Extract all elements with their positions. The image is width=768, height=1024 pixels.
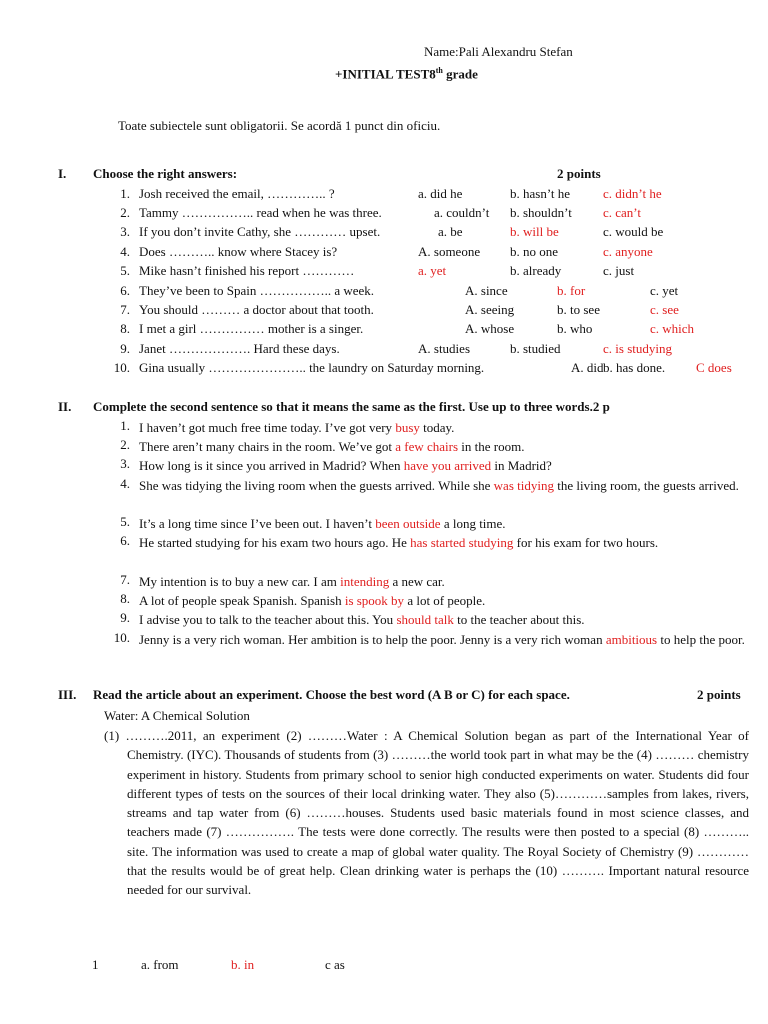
section3-points: 2 points xyxy=(697,687,741,702)
option-c: c. just xyxy=(603,263,635,278)
sentence-prefix: I haven’t got much free time today. I’ve got very xyxy=(139,420,396,435)
item-number: 10. xyxy=(113,360,130,375)
option-c: C does xyxy=(696,360,732,375)
question-text: Janet ………………. Hard these days. xyxy=(139,341,340,356)
item-number: 6. xyxy=(120,533,130,548)
sentence-text xyxy=(139,437,752,456)
option-a: A. did xyxy=(571,360,604,375)
sentence-suffix: to help the poor. xyxy=(657,632,745,647)
filled-answer: should talk xyxy=(396,612,454,627)
item-number: 3. xyxy=(120,456,130,471)
item-number: 3. xyxy=(120,224,130,239)
sentence-prefix: Jenny is a very rich woman. Her ambition is to help the poor. Jenny is a very rich woman xyxy=(139,632,606,647)
answer-row-option-b: b. in xyxy=(231,957,255,972)
sentence-suffix: a new car. xyxy=(389,574,445,589)
item-number: 9. xyxy=(120,610,130,625)
sentence-text xyxy=(139,456,752,475)
sentence-prefix: A lot of people speak Spanish. Spanish xyxy=(139,593,345,608)
sentence-text xyxy=(139,418,752,437)
item-number: 5. xyxy=(120,514,130,529)
sentence-suffix: in Madrid? xyxy=(491,458,552,473)
test-title-grade: grade xyxy=(442,66,478,82)
section2-title: Complete the second sentence so that it means the same as the first. Use up to three words.2 p xyxy=(93,399,610,414)
option-a: a. did he xyxy=(418,186,463,201)
item-number: 8. xyxy=(120,591,130,606)
option-c: c. anyone xyxy=(603,244,653,259)
option-a: A. someone xyxy=(418,244,481,259)
option-c: c. see xyxy=(650,302,679,317)
sentence-suffix: for his exam for two hours. xyxy=(513,535,659,550)
item-number: 1. xyxy=(120,418,130,433)
filled-answer: a few chairs xyxy=(395,439,459,454)
option-b: b. no one xyxy=(510,244,559,259)
question-text: I met a girl …………… mother is a singer. xyxy=(139,321,364,336)
item-number: 7. xyxy=(120,572,130,587)
sentence-text xyxy=(139,610,752,629)
option-a: A. seeing xyxy=(465,302,515,317)
sentence-text xyxy=(139,572,752,591)
student-name: Name:Pali Alexandru Stefan xyxy=(424,44,573,59)
question-text: They’ve been to Spain …………….. a week. xyxy=(139,283,375,298)
question-text: Gina usually ………………….. the laundry on Saturday morning. xyxy=(139,360,485,375)
test-title-sup: th xyxy=(435,66,443,75)
item-number: 4. xyxy=(120,244,130,259)
sentence-text xyxy=(139,514,752,533)
sentence-text xyxy=(139,591,752,610)
question-text: Mike hasn’t finished his report ………… xyxy=(139,263,355,278)
sentence-text xyxy=(139,476,752,495)
filled-answer: is spook by xyxy=(344,593,405,608)
question-text: Tammy …………….. read when he was three. xyxy=(139,205,382,220)
item-number: 7. xyxy=(120,302,130,317)
sentence-suffix: today. xyxy=(419,420,455,435)
section1-number: I. xyxy=(58,166,67,181)
option-a: a. be xyxy=(438,224,463,239)
sentence-prefix: How long is it since you arrived in Madrid? When xyxy=(139,458,404,473)
option-a: a. yet xyxy=(418,263,447,278)
item-number: 10. xyxy=(113,630,130,645)
option-a: a. couldn’t xyxy=(434,205,490,220)
item-number: 6. xyxy=(120,283,130,298)
filled-answer: has started studying xyxy=(410,535,514,550)
intro-text: Toate subiectele sunt obligatorii. Se acordă 1 punct din oficiu. xyxy=(118,118,441,133)
option-c: c. can’t xyxy=(603,205,642,220)
answer-row-option-c: c as xyxy=(325,957,345,972)
sentence-suffix: the living room, the guests arrived. xyxy=(553,478,739,493)
item-number: 2. xyxy=(120,437,130,452)
sentence-text xyxy=(139,630,752,649)
option-b: b. for xyxy=(557,283,586,298)
answer-row-option-a: a. from xyxy=(141,957,179,972)
sentence-prefix: She was tidying the living room when the guests arrived. While she xyxy=(139,478,494,493)
filled-answer: was tidying xyxy=(493,478,554,493)
answer-row-number: 1 xyxy=(92,957,99,972)
option-a: A. since xyxy=(465,283,508,298)
question-text: If you don’t invite Cathy, she ………… upset. xyxy=(139,224,381,239)
item-number: 5. xyxy=(120,263,130,278)
article-paragraph: (1) ……….2011, an experiment (2) ………Water : A Chemical Solution began as part of the International Year of Chemistry. (IYC). Thousands of students from (3) ………the world took part in what may be the (4) ……… chemistry experiment in history. Students from primary school to senior high conducted experiments on water. Students did four different types of tests on the sources of their local drinking water. They also (5)…………samples from lakes, rivers, streams and tap water from (6) ………houses. Students used basic materials found in most science classes, and teachers made (7) ……………. The tests were done correctly. The results were then posted to a special (8) ……….. site. The information was used to create a map of global water quality. The Royal Society of Chemistry (9) ………… that the results would be of great help. Clean drinking water is perhaps the (10) ………. Important natural resource needed for our survival. xyxy=(104,728,749,898)
sentence-prefix: It’s a long time since I’ve been out. I haven’t xyxy=(139,516,376,531)
section2-number: II. xyxy=(58,399,72,414)
test-title-text: +INITIAL TEST8 xyxy=(335,66,436,82)
section3-number: III. xyxy=(58,687,77,702)
option-b: b. already xyxy=(510,263,562,278)
option-c: c. is studying xyxy=(603,341,672,356)
option-a: A. whose xyxy=(465,321,515,336)
sentence-prefix: I advise you to talk to the teacher about this. You xyxy=(139,612,397,627)
item-number: 9. xyxy=(120,341,130,356)
item-number: 4. xyxy=(120,476,130,491)
sentence-suffix: in the room. xyxy=(458,439,525,454)
filled-answer: ambitious xyxy=(605,632,658,647)
section3-title: Read the article about an experiment. Choose the best word (A B or C) for each space. xyxy=(93,687,570,702)
item-number: 1. xyxy=(120,186,130,201)
filled-answer: intending xyxy=(340,574,390,589)
option-c: c. would be xyxy=(603,224,664,239)
sentence-suffix: a long time. xyxy=(440,516,506,531)
item-number: 8. xyxy=(120,321,130,336)
option-a: A. studies xyxy=(418,341,470,356)
sentence-prefix: He started studying for his exam two hours ago. He xyxy=(139,535,411,550)
sentence-prefix: There aren’t many chairs in the room. We’ve got xyxy=(139,439,396,454)
section1-points: 2 points xyxy=(557,166,601,181)
filled-answer: been outside xyxy=(375,516,441,531)
option-c: c. which xyxy=(650,321,695,336)
option-b: b. who xyxy=(557,321,593,336)
sentence-suffix: to the teacher about this. xyxy=(453,612,585,627)
option-b: b. has done. xyxy=(603,360,666,375)
question-text: Josh received the email, ………….. ? xyxy=(139,186,335,201)
question-text: Does ……….. know where Stacey is? xyxy=(139,244,338,259)
option-b: b. hasn’t he xyxy=(510,186,571,201)
option-b: b. studied xyxy=(510,341,561,356)
option-b: b. shouldn’t xyxy=(510,205,572,220)
article-title: Water: A Chemical Solution xyxy=(104,708,250,723)
option-b: b. will be xyxy=(510,224,559,239)
option-b: b. to see xyxy=(557,302,600,317)
item-number: 2. xyxy=(120,205,130,220)
test-title xyxy=(335,66,478,82)
sentence-text xyxy=(139,533,752,552)
sentence-suffix: a lot of people. xyxy=(404,593,486,608)
sentence-prefix: My intention is to buy a new car. I am xyxy=(139,574,341,589)
option-c: c. didn’t he xyxy=(603,186,662,201)
option-c: c. yet xyxy=(650,283,679,298)
question-text: You should ……… a doctor about that tooth. xyxy=(139,302,374,317)
section1-title: Choose the right answers: xyxy=(93,166,238,181)
filled-answer: busy xyxy=(395,420,420,435)
filled-answer: have you arrived xyxy=(403,458,492,473)
